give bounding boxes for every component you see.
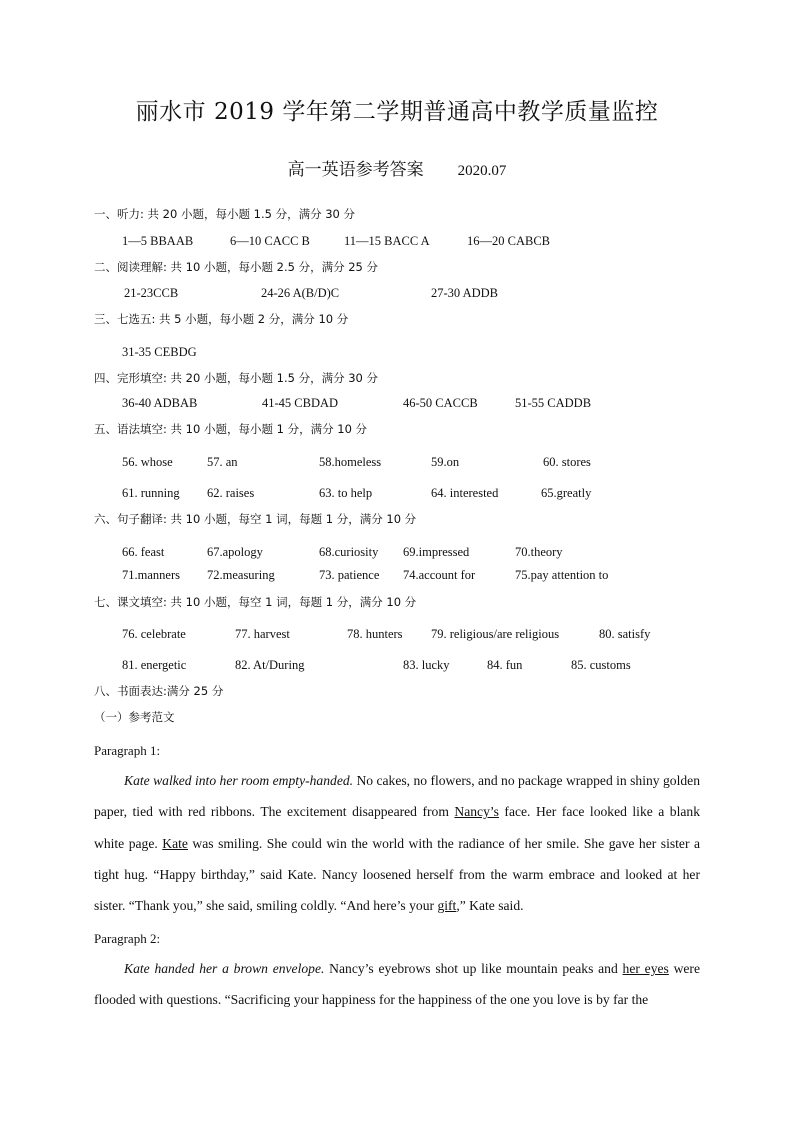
answer-item: 61. running: [122, 486, 180, 500]
answer-item: 68.curiosity: [319, 545, 379, 559]
subtitle-text: 高一英语参考答案: [287, 160, 424, 180]
section-heading-grammar: 五、语法填空: 共 10 小题，每小题 1 分，满分 10 分: [94, 422, 368, 436]
answer-row: [0, 486, 794, 504]
document-subtitle: [0, 155, 794, 180]
answer-item: 60. stores: [543, 455, 591, 469]
section-heading-cloze: 四、完形填空: 共 20 小题，每小题 1.5 分，满分 30 分: [94, 371, 379, 385]
underlined-word: her eyes: [622, 961, 669, 976]
answer-item: 74.account for: [403, 568, 476, 582]
answer-item: 57. an: [207, 455, 238, 469]
answer-item: 82. At/During: [235, 658, 305, 672]
answer-item: 66. feast: [122, 545, 165, 559]
section-heading-writing: 八、书面表达:满分 25 分: [94, 684, 224, 698]
answer-item: 67.apology: [207, 545, 263, 559]
answer-item: 65.greatly: [541, 486, 592, 500]
answer-item: 21-23CCB: [124, 286, 179, 300]
answer-row: [0, 545, 794, 563]
answer-item: 76. celebrate: [122, 627, 186, 641]
section-heading-text-fill: 七、课文填空: 共 10 小题，每空 1 词，每题 1 分，满分 10 分: [94, 595, 417, 609]
underlined-word: Nancy’s: [454, 804, 499, 820]
answer-item: 31-35 CEBDG: [122, 345, 197, 359]
answer-item: 75.pay attention to: [515, 568, 609, 582]
section-heading-listening: 一、听力: 共 20 小题，每小题 1.5 分，满分 30 分: [94, 207, 356, 221]
answer-item: 51-55 CADDB: [515, 396, 592, 410]
answer-item: 78. hunters: [347, 627, 403, 641]
answer-item: 24-26 A(B/D)C: [261, 286, 340, 300]
answer-row: [0, 234, 794, 252]
answer-item: 69.impressed: [403, 545, 470, 559]
answer-item: 72.measuring: [207, 568, 275, 582]
subtitle-date: 2020.07: [457, 163, 507, 179]
answer-item: 84. fun: [487, 658, 523, 672]
answer-row: [0, 396, 794, 414]
paragraph-2-text: Kate handed her a brown envelope. Nancy’s eyebrows shot up like mountain peaks and her eyes were flooded with questions. “Sacrificing your happiness for the happiness of the one you love is by far the: [94, 961, 700, 1008]
answer-item: 64. interested: [431, 486, 499, 500]
answer-item: 81. energetic: [122, 658, 187, 672]
answer-item: 83. lucky: [403, 658, 450, 672]
paragraph-1-text: Kate walked into her room empty-handed. No cakes, no flowers, and no package wrapped in shiny golden paper, tied with red ribbons. The excitement disappeared from Nancy’s face. Her face looked like a blank white page. Kate was smiling. She could win the world with the radiance of her smile. She gave her sister a tight hug. “Happy birthday,” said Kate. Nancy loosened herself from the warm embrace and looked at her sister. “Thank you,” she said, smiling coldly. “And here’s your gift,” Kate said.: [94, 773, 701, 914]
answer-row: [0, 455, 794, 473]
answer-item: 58.homeless: [319, 455, 382, 469]
answer-item: 16—20 CABCB: [467, 234, 551, 248]
answer-item: 63. to help: [319, 486, 373, 500]
answer-item: 41-45 CBDAD: [262, 396, 339, 410]
sample-essay-heading: （一）参考范文: [94, 710, 175, 724]
underlined-word: gift: [437, 898, 457, 914]
paragraph-2-label: Paragraph 2:: [94, 931, 161, 946]
answer-row: [0, 345, 794, 363]
answer-item: 80. satisfy: [599, 627, 651, 641]
answer-item: 27-30 ADDB: [431, 286, 499, 300]
paragraph-2-lead: Kate handed her a brown envelope.: [124, 961, 325, 976]
answer-item: 11—15 BACC A: [344, 234, 430, 248]
section-heading-translation: 六、句子翻译: 共 10 小题，每空 1 词，每题 1 分，满分 10 分: [94, 512, 417, 526]
answer-row: [0, 568, 794, 586]
section-heading-reading: 二、阅读理解: 共 10 小题，每小题 2.5 分，满分 25 分: [94, 260, 379, 274]
answer-item: 85. customs: [571, 658, 631, 672]
answer-item: 6—10 CACC B: [230, 234, 310, 248]
answer-item: 56. whose: [122, 455, 173, 469]
underlined-word: Kate: [162, 835, 188, 851]
answer-item: 79. religious/are religious: [431, 627, 560, 641]
answer-item: 73. patience: [319, 568, 380, 582]
answer-row: [0, 627, 794, 645]
answer-item: 1—5 BBAAB: [122, 234, 194, 248]
answer-row: [0, 658, 794, 676]
answer-item: 62. raises: [207, 486, 255, 500]
answer-item: 71.manners: [122, 568, 180, 582]
answer-row: [0, 286, 794, 304]
section-heading-seven-choose-five: 三、七选五: 共 5 小题，每小题 2 分，满分 10 分: [94, 312, 349, 326]
answer-item: 70.theory: [515, 545, 563, 559]
answer-item: 59.on: [431, 455, 460, 469]
answer-item: 36-40 ADBAB: [122, 396, 198, 410]
paragraph-1-label: Paragraph 1:: [94, 743, 161, 758]
paragraph-1-lead: Kate walked into her room empty-handed.: [124, 773, 354, 788]
answer-item: 77. harvest: [235, 627, 290, 641]
answer-item: 46-50 CACCB: [403, 396, 478, 410]
document-title: 丽水市 2019 学年第二学期普通高中教学质量监控: [135, 99, 659, 125]
